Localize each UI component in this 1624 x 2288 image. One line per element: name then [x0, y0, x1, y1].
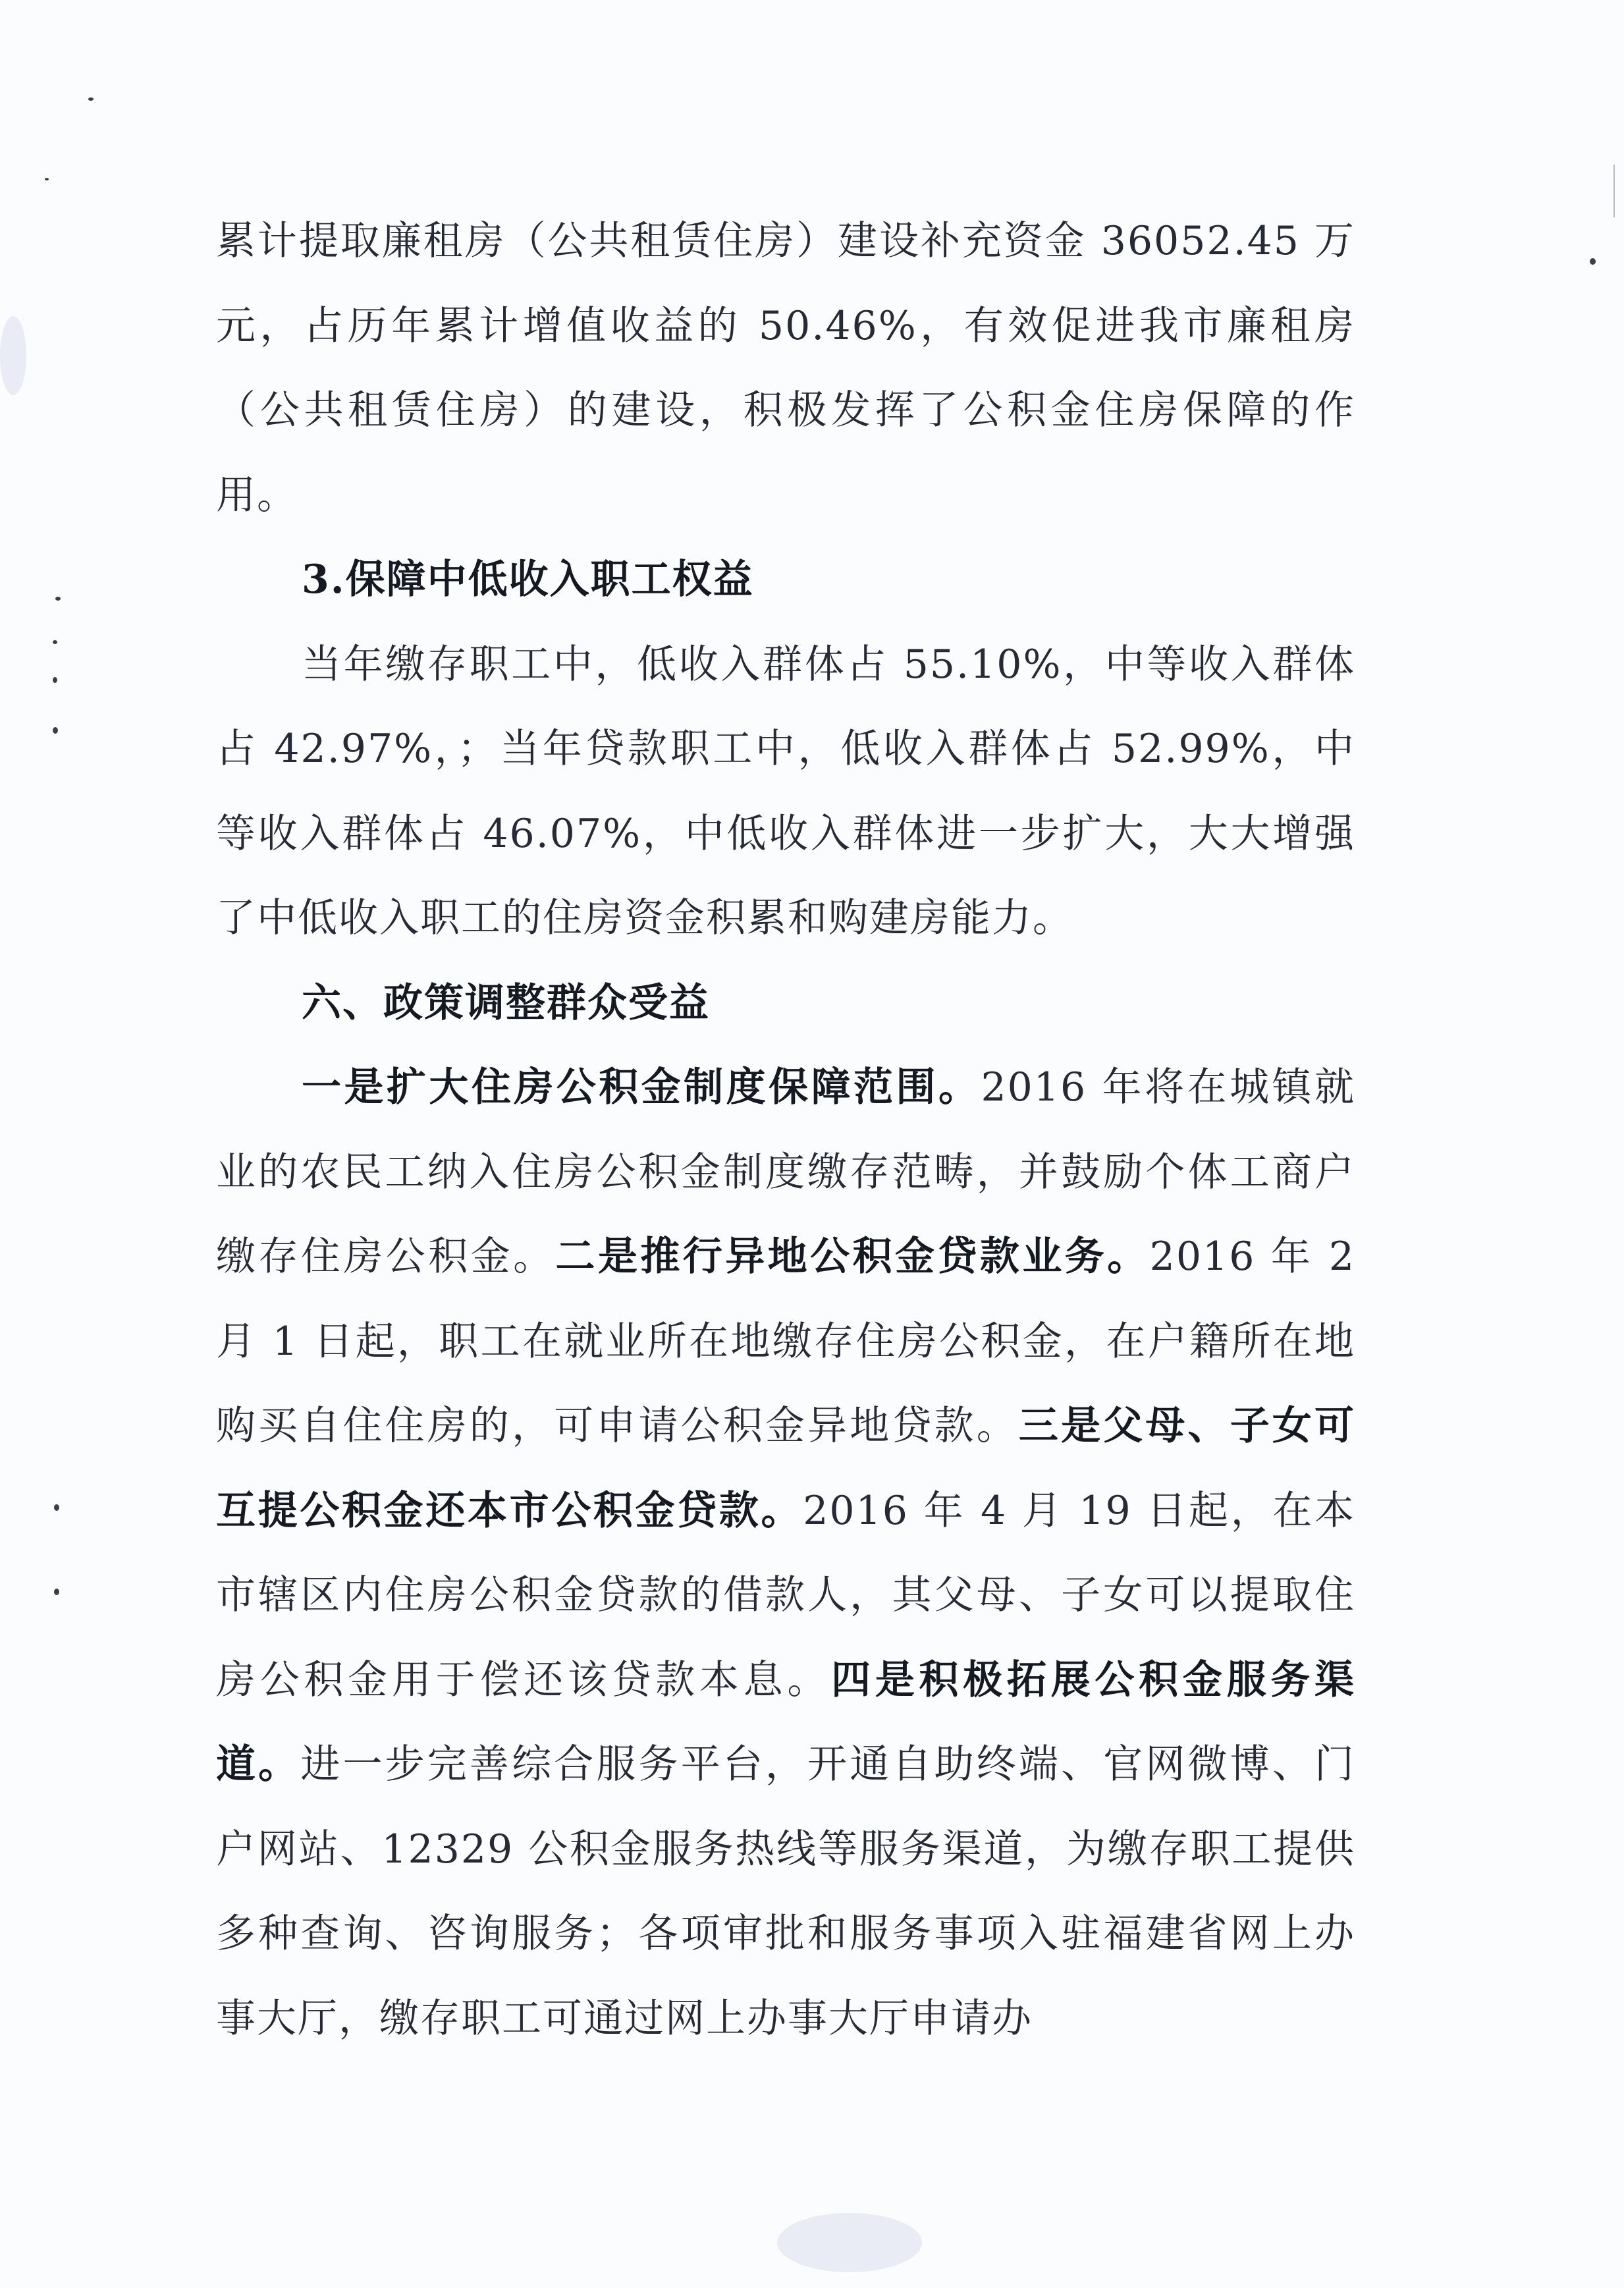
bold-run: 四是积极拓展公积金服务渠道。: [216, 1656, 1356, 1787]
text-run: 累计提取廉租房（公共租赁住房）建设补充资金 36052.45 万元，占历年累计增值收益的 50.46%，有效促进我市廉租房（公共租赁住房）的建设，积极发挥了公积金住房保障的作用。: [216, 218, 1355, 518]
scan-speck: [54, 1504, 59, 1511]
text-run: 2016 年将在城镇就业的农民工纳入住房公积金制度缴存范畴，并鼓励个体工商户缴存住房公积金。: [216, 1064, 1355, 1280]
scan-speck: [1590, 258, 1596, 265]
bold-run: 3.保障中低收入职工权益: [302, 557, 754, 603]
scan-speck: [53, 727, 58, 734]
section-heading: [216, 537, 1355, 622]
scan-smudge: [0, 316, 26, 395]
text-run: 2016 年 2 月 1 日起，职工在就业所在地缴存住房公积金，在户籍所在地购买自住住房的，可申请公积金异地贷款。: [216, 1234, 1356, 1449]
scan-speck: [45, 178, 49, 180]
body-paragraph: [216, 199, 1355, 537]
scan-speck: [55, 597, 61, 601]
text-run: 2016 年 4 月 19 日起，在本市辖区内住房公积金贷款的借款人，其父母、子女可以提取住房公积金用于偿还该贷款本息。: [216, 1487, 1356, 1703]
body-paragraph: [216, 622, 1355, 961]
scan-smudge: [777, 2213, 922, 2272]
scan-speck: [54, 1589, 59, 1595]
scan-speck: [53, 640, 57, 644]
bold-run: 三是父母、子女可互提公积金还本市公积金贷款。: [216, 1403, 1355, 1534]
bold-run: 六、政策调整群众受益: [302, 979, 710, 1026]
body-paragraph: [216, 1045, 1355, 2061]
text-run: 进一步完善综合服务平台，开通自助终端、官网微博、门户网站、12329 公积金服务热线等服务渠道，为缴存职工提供多种查询、咨询服务；各项审批和服务事项入驻福建省网上办事大厅，缴存职工可通过网上办事大厅申请办: [216, 1741, 1356, 2042]
scan-speck: [88, 97, 94, 101]
scan-edge-line: [1613, 165, 1615, 217]
bold-run: 二是推行异地公积金贷款业务。: [555, 1234, 1150, 1280]
section-heading: [216, 961, 1355, 1046]
text-run: 当年缴存职工中，低收入群体占 55.10%，中等收入群体占 42.97%，；当年贷款职工中，低收入群体占 52.99%，中等收入群体占 46.07%，中低收入群体进一步扩大，大大增强了中低收入职工的住房资金积累和购建房能力。: [216, 641, 1355, 941]
document-body: [216, 199, 1355, 2061]
bold-run: 一是扩大住房公积金制度保障范围。: [302, 1064, 981, 1110]
scan-speck: [53, 677, 57, 683]
